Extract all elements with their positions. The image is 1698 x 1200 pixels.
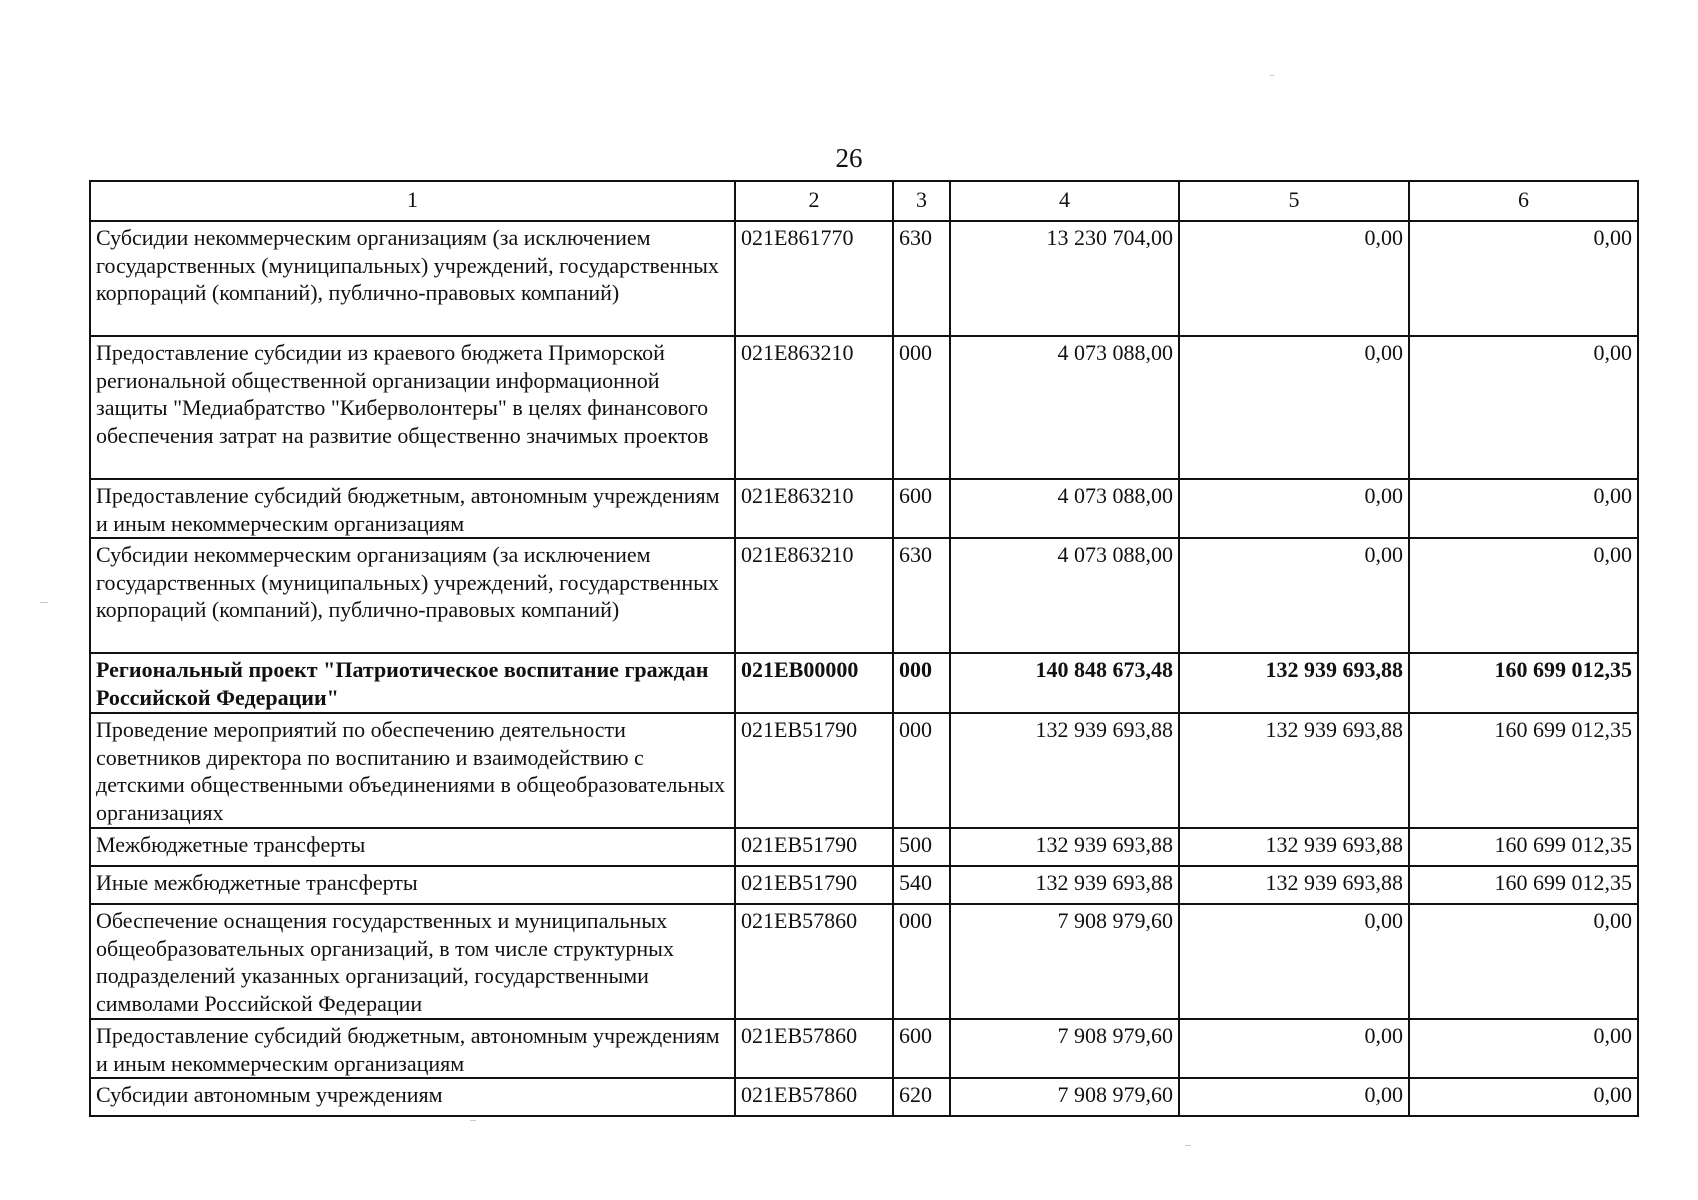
row-kvr-cell: 540 — [893, 866, 950, 904]
row-amount-col4-cell: 7 908 979,60 — [950, 1019, 1179, 1078]
row-amount-col4-cell: 7 908 979,60 — [950, 904, 1179, 1019]
row-code-cell: 021E863210 — [735, 336, 893, 479]
row-name-cell: Предоставление субсидии из краевого бюджета Приморской региональной общественной организации информационной защиты "Медиабратство "Киберволонтеры" в целях финансового обеспечения затрат на развитие общественно значимых проектов — [90, 336, 735, 479]
row-amount-col5-cell: 0,00 — [1179, 1078, 1409, 1116]
row-code-cell: 021E863210 — [735, 479, 893, 538]
table-row — [90, 866, 1638, 904]
row-code-cell: 021EB51790 — [735, 713, 893, 828]
row-name-cell: Субсидии автономным учреждениям — [90, 1078, 735, 1116]
row-amount-col4-cell: 132 939 693,88 — [950, 713, 1179, 828]
row-kvr-cell: 630 — [893, 538, 950, 653]
row-amount-col4-cell: 4 073 088,00 — [950, 538, 1179, 653]
column-header: 3 — [893, 181, 950, 221]
row-amount-col6-cell: 0,00 — [1409, 1019, 1638, 1078]
row-name-cell: Предоставление субсидий бюджетным, автономным учреждениям и иным некоммерческим организациям — [90, 479, 735, 538]
row-amount-col5-cell: 0,00 — [1179, 336, 1409, 479]
row-code-cell: 021EB51790 — [735, 866, 893, 904]
row-amount-col4-cell: 4 073 088,00 — [950, 336, 1179, 479]
row-kvr-cell: 000 — [893, 904, 950, 1019]
row-amount-col5-cell: 132 939 693,88 — [1179, 828, 1409, 866]
row-amount-col6-cell: 0,00 — [1409, 336, 1638, 479]
column-header: 2 — [735, 181, 893, 221]
row-amount-col4-cell: 132 939 693,88 — [950, 866, 1179, 904]
row-amount-col5-cell: 0,00 — [1179, 1019, 1409, 1078]
row-amount-col6-cell: 160 699 012,35 — [1409, 653, 1638, 713]
row-code-cell: 021E861770 — [735, 221, 893, 336]
table-row — [90, 713, 1638, 828]
table-row — [90, 221, 1638, 336]
page-number: 26 — [835, 143, 863, 173]
row-code-cell: 021EB57860 — [735, 904, 893, 1019]
row-name-cell: Проведение мероприятий по обеспечению деятельности советников директора по воспитанию и взаимодействию с детскими общественными объединениями в общеобразовательных организациях — [90, 713, 735, 828]
row-code-cell: 021EB00000 — [735, 653, 893, 713]
row-amount-col5-cell: 132 939 693,88 — [1179, 713, 1409, 828]
table-row — [90, 653, 1638, 713]
scan-mark — [1185, 1145, 1191, 1146]
budget-table — [89, 180, 1639, 1117]
row-kvr-cell: 000 — [893, 653, 950, 713]
row-amount-col5-cell: 0,00 — [1179, 479, 1409, 538]
row-kvr-cell: 600 — [893, 1019, 950, 1078]
row-code-cell: 021EB51790 — [735, 828, 893, 866]
row-amount-col4-cell: 132 939 693,88 — [950, 828, 1179, 866]
row-name-cell: Обеспечение оснащения государственных и муниципальных общеобразовательных организаций, в том числе структурных подразделений указанных организаций, государственными символами Российской Федерации — [90, 904, 735, 1019]
row-name-cell: Субсидии некоммерческим организациям (за исключением государственных (муниципальных) учреждений, государственных корпораций (компаний), публично-правовых компаний) — [90, 221, 735, 336]
row-amount-col5-cell: 132 939 693,88 — [1179, 866, 1409, 904]
table-row — [90, 828, 1638, 866]
scan-mark — [1270, 75, 1274, 76]
column-header: 4 — [950, 181, 1179, 221]
row-amount-col5-cell: 0,00 — [1179, 221, 1409, 336]
row-amount-col6-cell: 0,00 — [1409, 538, 1638, 653]
scan-mark — [40, 602, 48, 603]
column-header: 5 — [1179, 181, 1409, 221]
scan-mark — [470, 1120, 476, 1121]
row-amount-col6-cell: 0,00 — [1409, 1078, 1638, 1116]
row-amount-col6-cell: 0,00 — [1409, 479, 1638, 538]
row-code-cell: 021E863210 — [735, 538, 893, 653]
row-amount-col5-cell: 0,00 — [1179, 904, 1409, 1019]
column-header: 6 — [1409, 181, 1638, 221]
table-row — [90, 336, 1638, 479]
row-amount-col6-cell: 0,00 — [1409, 221, 1638, 336]
row-kvr-cell: 500 — [893, 828, 950, 866]
row-amount-col6-cell: 160 699 012,35 — [1409, 713, 1638, 828]
row-amount-col4-cell: 4 073 088,00 — [950, 479, 1179, 538]
table-row — [90, 904, 1638, 1019]
table-row — [90, 1078, 1638, 1116]
row-kvr-cell: 600 — [893, 479, 950, 538]
row-name-cell: Иные межбюджетные трансферты — [90, 866, 735, 904]
row-name-cell: Субсидии некоммерческим организациям (за исключением государственных (муниципальных) учреждений, государственных корпораций (компаний), публично-правовых компаний) — [90, 538, 735, 653]
row-code-cell: 021EB57860 — [735, 1019, 893, 1078]
table-row — [90, 479, 1638, 538]
row-kvr-cell: 000 — [893, 336, 950, 479]
row-amount-col6-cell: 160 699 012,35 — [1409, 828, 1638, 866]
row-amount-col4-cell: 7 908 979,60 — [950, 1078, 1179, 1116]
row-amount-col6-cell: 0,00 — [1409, 904, 1638, 1019]
row-amount-col5-cell: 132 939 693,88 — [1179, 653, 1409, 713]
table-row — [90, 1019, 1638, 1078]
row-kvr-cell: 620 — [893, 1078, 950, 1116]
row-amount-col4-cell: 13 230 704,00 — [950, 221, 1179, 336]
row-amount-col6-cell: 160 699 012,35 — [1409, 866, 1638, 904]
row-name-cell: Региональный проект "Патриотическое воспитание граждан Российской Федерации" — [90, 653, 735, 713]
header-row — [90, 181, 1638, 221]
table-row — [90, 538, 1638, 653]
table-body — [90, 221, 1638, 1116]
row-kvr-cell: 630 — [893, 221, 950, 336]
row-name-cell: Межбюджетные трансферты — [90, 828, 735, 866]
row-amount-col4-cell: 140 848 673,48 — [950, 653, 1179, 713]
row-code-cell: 021EB57860 — [735, 1078, 893, 1116]
column-header: 1 — [90, 181, 735, 221]
row-kvr-cell: 000 — [893, 713, 950, 828]
row-amount-col5-cell: 0,00 — [1179, 538, 1409, 653]
row-name-cell: Предоставление субсидий бюджетным, автономным учреждениям и иным некоммерческим организациям — [90, 1019, 735, 1078]
